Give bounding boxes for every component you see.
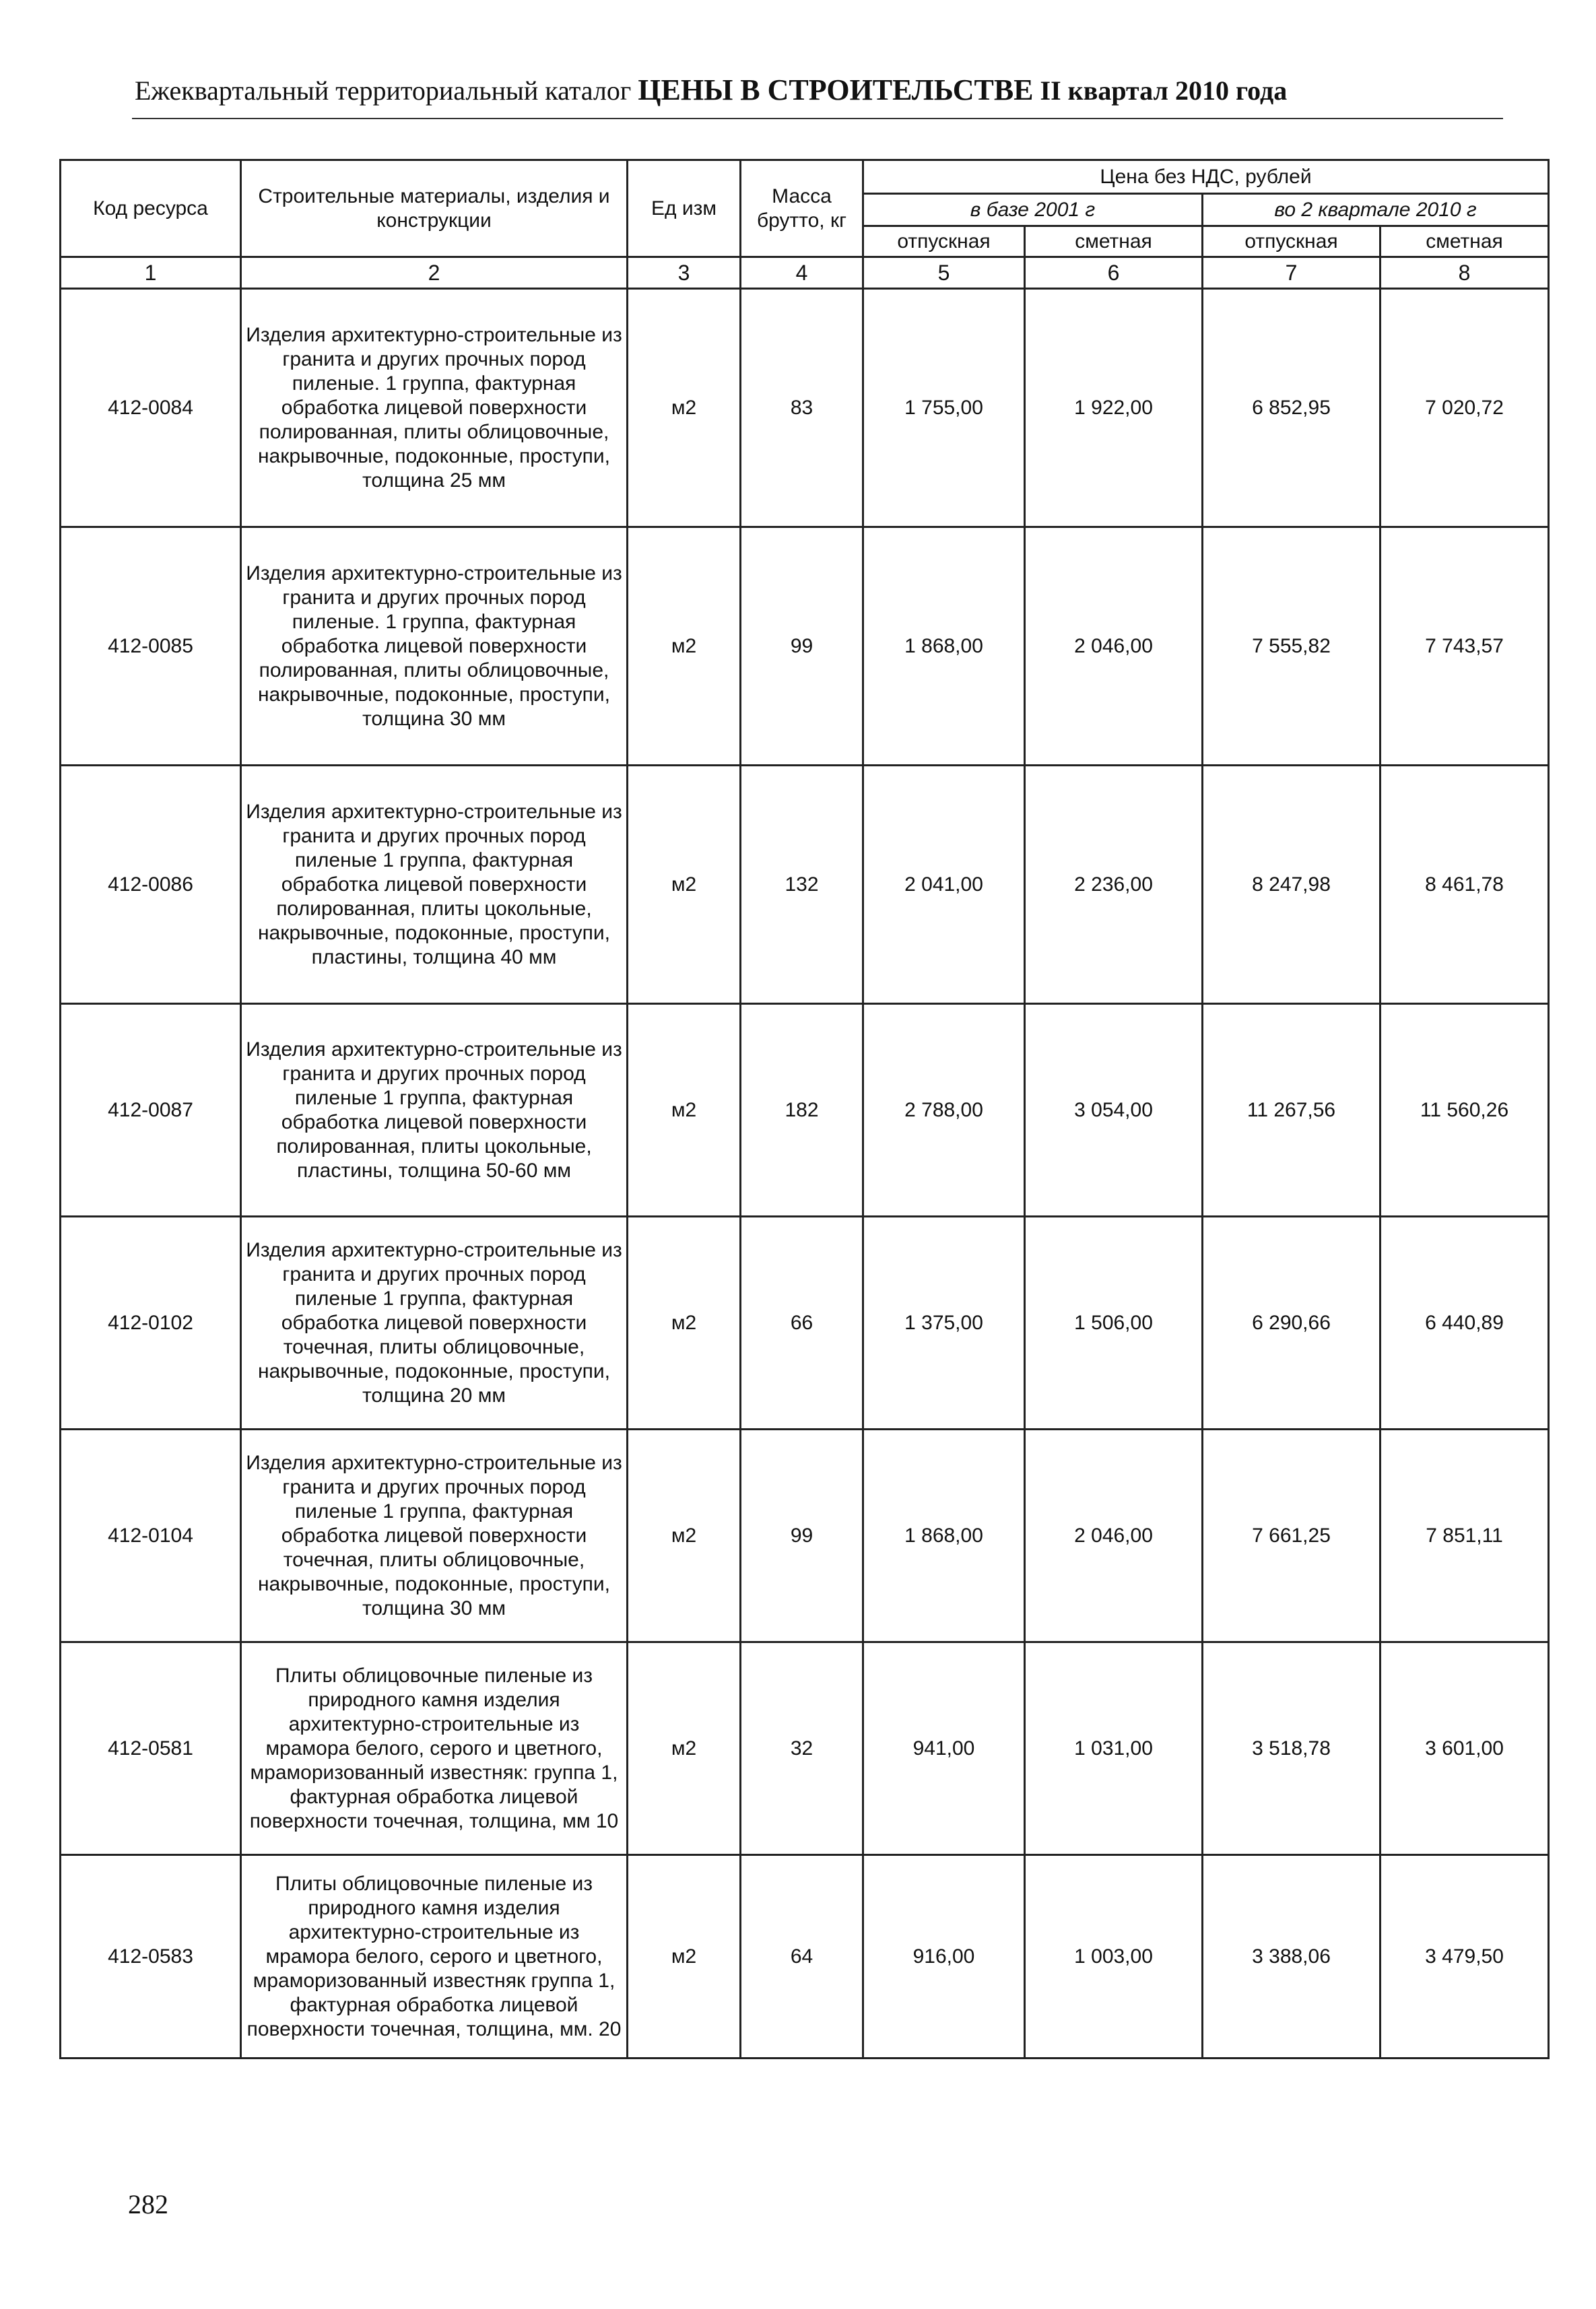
- q2-release-price: 3 388,06: [1203, 1855, 1381, 2059]
- material-description: Плиты облицовочные пиленые из природного камня изделия архитектурно-строительные из мрамора белого, серого и цветного, мраморизованный известняк группа 1, фактурная обработка лицевой поверхности точечная, толщина, мм. 20: [241, 1855, 628, 2059]
- table-row: [61, 1004, 1549, 1217]
- base-release-price: 2 788,00: [863, 1004, 1025, 1217]
- column-number: 2: [241, 257, 628, 289]
- column-number: 5: [863, 257, 1025, 289]
- base-estimate-price: 1 031,00: [1025, 1642, 1203, 1855]
- table-row: [61, 1642, 1549, 1855]
- column-number: 7: [1203, 257, 1381, 289]
- base-estimate-price: 1 003,00: [1025, 1855, 1203, 2059]
- resource-code: 412-0102: [61, 1217, 241, 1430]
- base-release-price: 1 375,00: [863, 1217, 1025, 1430]
- q2-estimate-price: 7 743,57: [1381, 527, 1549, 766]
- column-number: 4: [741, 257, 863, 289]
- unit-cell: м2: [628, 1430, 741, 1642]
- base-estimate-price: 2 046,00: [1025, 527, 1203, 766]
- base-release-price: 916,00: [863, 1855, 1025, 2059]
- page-number: 282: [128, 2189, 168, 2219]
- table-row: [61, 527, 1549, 766]
- q2-release-price: 8 247,98: [1203, 766, 1381, 1004]
- base-estimate-price: 2 236,00: [1025, 766, 1203, 1004]
- q2-release-price: 7 661,25: [1203, 1430, 1381, 1642]
- table-row: [61, 1855, 1549, 2059]
- table-row: [61, 289, 1549, 527]
- mass-cell: 83: [741, 289, 863, 527]
- q2-release-price: 6 290,66: [1203, 1217, 1381, 1430]
- header-base-estimate: сметная: [1025, 226, 1203, 257]
- unit-cell: м2: [628, 1642, 741, 1855]
- resource-code: 412-0086: [61, 766, 241, 1004]
- mass-cell: 99: [741, 527, 863, 766]
- unit-cell: м2: [628, 1217, 741, 1430]
- header-price: Цена без НДС, рублей: [863, 160, 1549, 194]
- column-number: 8: [1381, 257, 1549, 289]
- q2-release-price: 6 852,95: [1203, 289, 1381, 527]
- table-row: [61, 766, 1549, 1004]
- table-row: [61, 1430, 1549, 1642]
- q2-estimate-price: 7 020,72: [1381, 289, 1549, 527]
- header-code: Код ресурса: [61, 160, 241, 257]
- q2-estimate-price: 3 479,50: [1381, 1855, 1549, 2059]
- base-release-price: 941,00: [863, 1642, 1025, 1855]
- page-header: [135, 73, 1287, 107]
- resource-code: 412-0084: [61, 289, 241, 527]
- column-number: 3: [628, 257, 741, 289]
- resource-code: 412-0583: [61, 1855, 241, 2059]
- mass-cell: 99: [741, 1430, 863, 1642]
- resource-code: 412-0087: [61, 1004, 241, 1217]
- header-period: II квартал 2010 года: [1040, 75, 1288, 106]
- material-description: Изделия архитектурно-строительные из гранита и других прочных пород пиленые 1 группа, фактурная обработка лицевой поверхности полированная, плиты цокольные, пластины, толщина 50-60 мм: [241, 1004, 628, 1217]
- base-estimate-price: 1 922,00: [1025, 289, 1203, 527]
- resource-code: 412-0581: [61, 1642, 241, 1855]
- mass-cell: 132: [741, 766, 863, 1004]
- header-rule: [132, 118, 1503, 119]
- base-estimate-price: 2 046,00: [1025, 1430, 1203, 1642]
- column-number: 1: [61, 257, 241, 289]
- material-description: Изделия архитектурно-строительные из гранита и других прочных пород пиленые 1 группа, фактурная обработка лицевой поверхности точечная, плиты облицовочные, накрывочные, подоконные, проступи, толщина 20 мм: [241, 1217, 628, 1430]
- unit-cell: м2: [628, 1855, 741, 2059]
- mass-cell: 32: [741, 1642, 863, 1855]
- header-base-2001: в базе 2001 г: [863, 194, 1203, 226]
- q2-estimate-price: 11 560,26: [1381, 1004, 1549, 1217]
- q2-estimate-price: 3 601,00: [1381, 1642, 1549, 1855]
- base-release-price: 1 868,00: [863, 1430, 1025, 1642]
- resource-code: 412-0104: [61, 1430, 241, 1642]
- column-number: 6: [1025, 257, 1203, 289]
- material-description: Изделия архитектурно-строительные из гранита и других прочных пород пиленые 1 группа, фактурная обработка лицевой поверхности полированная, плиты цокольные, накрывочные, подоконные, проступи, пластины, толщина 40 мм: [241, 766, 628, 1004]
- price-table: [59, 159, 1550, 2059]
- unit-cell: м2: [628, 766, 741, 1004]
- unit-cell: м2: [628, 289, 741, 527]
- base-estimate-price: 3 054,00: [1025, 1004, 1203, 1217]
- mass-cell: 64: [741, 1855, 863, 2059]
- base-estimate-price: 1 506,00: [1025, 1217, 1203, 1430]
- q2-estimate-price: 7 851,11: [1381, 1430, 1549, 1642]
- q2-release-price: 11 267,56: [1203, 1004, 1381, 1217]
- base-release-price: 1 868,00: [863, 527, 1025, 766]
- material-description: Изделия архитектурно-строительные из гранита и других прочных пород пиленые 1 группа, фактурная обработка лицевой поверхности точечная, плиты облицовочные, накрывочные, подоконные, проступи, толщина 30 мм: [241, 1430, 628, 1642]
- header-prefix: Ежеквартальный территориальный каталог: [135, 75, 632, 106]
- mass-cell: 182: [741, 1004, 863, 1217]
- header-q2-release: отпускная: [1203, 226, 1381, 257]
- material-description: Изделия архитектурно-строительные из гранита и других прочных пород пиленые. 1 группа, фактурная обработка лицевой поверхности полированная, плиты облицовочные, накрывочные, подоконные, проступи, толщина 30 мм: [241, 527, 628, 766]
- header-base-release: отпускная: [863, 226, 1025, 257]
- material-description: Плиты облицовочные пиленые из природного камня изделия архитектурно-строительные из мрамора белого, серого и цветного, мраморизованный известняк: группа 1, фактурная обработка лицевой поверхности точечная, толщина, мм 10: [241, 1642, 628, 1855]
- base-release-price: 2 041,00: [863, 766, 1025, 1004]
- q2-estimate-price: 6 440,89: [1381, 1217, 1549, 1430]
- mass-cell: 66: [741, 1217, 863, 1430]
- base-release-price: 1 755,00: [863, 289, 1025, 527]
- header-q2-estimate: сметная: [1381, 226, 1549, 257]
- header-q2-2010: во 2 квартале 2010 г: [1203, 194, 1549, 226]
- header-unit: Ед изм: [628, 160, 741, 257]
- resource-code: 412-0085: [61, 527, 241, 766]
- header-mass: Масса брутто, кг: [741, 160, 863, 257]
- unit-cell: м2: [628, 1004, 741, 1217]
- unit-cell: м2: [628, 527, 741, 766]
- header-materials: Строительные материалы, изделия и конструкции: [241, 160, 628, 257]
- q2-release-price: 3 518,78: [1203, 1642, 1381, 1855]
- q2-estimate-price: 8 461,78: [1381, 766, 1549, 1004]
- q2-release-price: 7 555,82: [1203, 527, 1381, 766]
- table-row: [61, 1217, 1549, 1430]
- material-description: Изделия архитектурно-строительные из гранита и других прочных пород пиленые. 1 группа, фактурная обработка лицевой поверхности полированная, плиты облицовочные, накрывочные, подоконные, проступи, толщина 25 мм: [241, 289, 628, 527]
- header-title: ЦЕНЫ В СТРОИТЕЛЬСТВЕ: [638, 73, 1034, 106]
- column-number-row: [61, 257, 1549, 289]
